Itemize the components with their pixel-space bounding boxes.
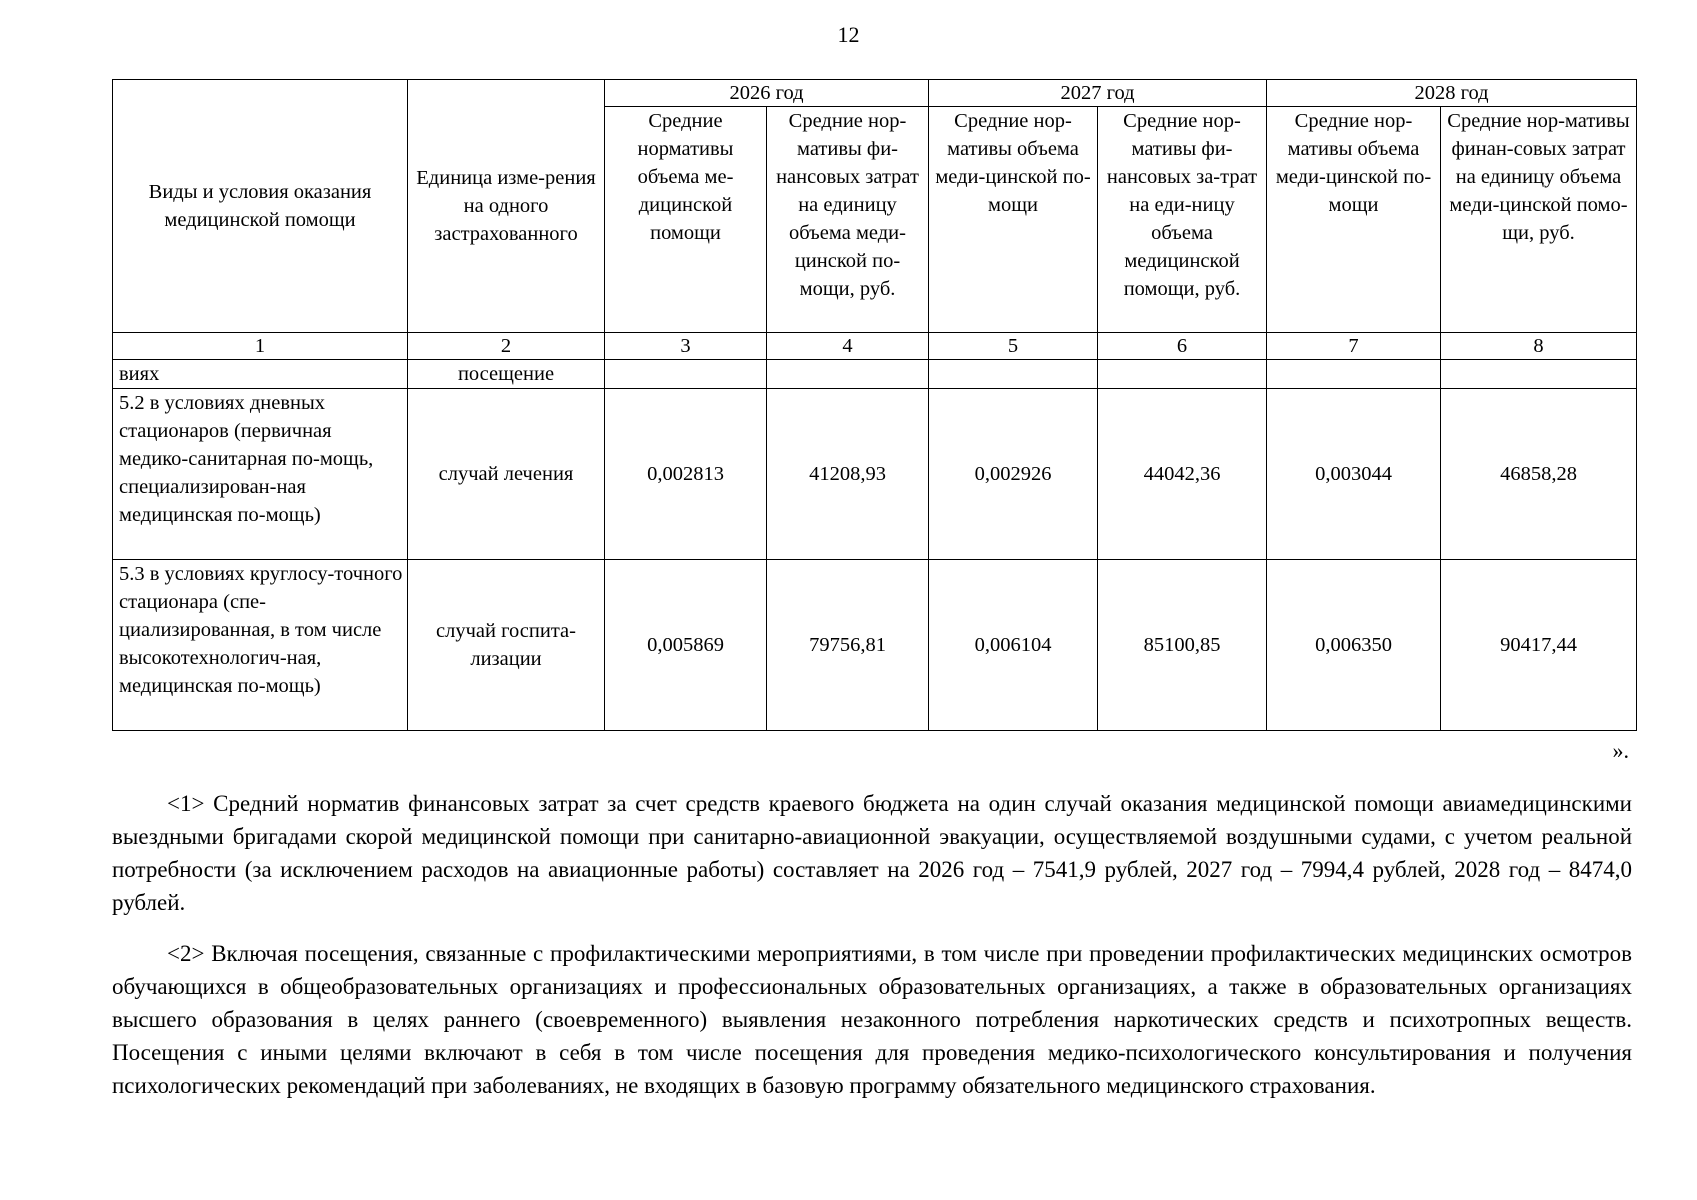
header-year-2027: 2027 год [929, 80, 1267, 107]
header-cost-2028: Средние нор-мативы финан-совых затрат на единицу объема меди-цинской помо-щи, руб. [1441, 107, 1637, 333]
footnotes [112, 787, 1632, 1120]
care-type-cell: виях [113, 360, 408, 389]
value-cell: 90417,44 [1441, 560, 1637, 731]
value-cell [1441, 360, 1637, 389]
value-cell [767, 360, 929, 389]
page-number: 12 [837, 22, 860, 47]
header-volume-2027: Средние нор-мативы объема меди-цинской по-мощи [929, 107, 1098, 333]
header-cost-2026: Средние нор-мативы фи-нансовых затрат на единицу объема меди-цинской по-мощи, руб. [767, 107, 929, 333]
column-number: 6 [1098, 333, 1267, 360]
column-number: 5 [929, 333, 1098, 360]
column-number: 2 [408, 333, 605, 360]
value-cell [929, 360, 1098, 389]
footnote-2: <2> Включая посещения, связанные с профилактическими мероприятиями, в том числе при проведении профилактических медицинских осмотров обучающихся в общеобразовательных организациях и профессиональных образовательных организациях, а также в образовательных организациях высшего образования в целях раннего (своевременного) выявления незаконного потребления наркотических средств и психотропных веществ. Посещения с иными целями включают в себя в том числе посещения для проведения медико-психологического консультирования и получения психологических рекомендаций при заболеваниях, не входящих в базовую программу обязательного медицинского страхования. [112, 941, 1632, 1098]
value-cell [605, 360, 767, 389]
header-volume-2026: Средние нормативы объема ме-дицинской помощи [605, 107, 767, 333]
column-number: 3 [605, 333, 767, 360]
value-cell: 44042,36 [1098, 389, 1267, 560]
table-row [113, 560, 1637, 731]
header-unit: Единица изме-рения на одного застрахованного [408, 80, 605, 333]
header-volume-2028: Средние нор-мативы объема меди-цинской по-мощи [1267, 107, 1441, 333]
header-year-2026: 2026 год [605, 80, 929, 107]
value-cell: 0,003044 [1267, 389, 1441, 560]
care-type-cell: 5.2 в условиях дневных стационаров (первичная медико-санитарная по-мощь, специализирован-ная медицинская по-мощь) [113, 389, 408, 560]
value-cell: 46858,28 [1441, 389, 1637, 560]
value-cell: 0,005869 [605, 560, 767, 731]
value-cell: 85100,85 [1098, 560, 1267, 731]
value-cell: 0,006104 [929, 560, 1098, 731]
value-cell: 0,002813 [605, 389, 767, 560]
header-cost-2027: Средние нор-мативы фи-нансовых за-трат на еди-ницу объема медицинской помощи, руб. [1098, 107, 1267, 333]
value-cell: 79756,81 [767, 560, 929, 731]
unit-cell: посещение [408, 360, 605, 389]
header-care-types: Виды и условия оказания медицинской помощи [113, 80, 408, 333]
unit-cell: случай госпита-лизации [408, 560, 605, 731]
header-year-2028: 2028 год [1267, 80, 1637, 107]
column-number: 7 [1267, 333, 1441, 360]
column-number: 4 [767, 333, 929, 360]
table-row [113, 389, 1637, 560]
norms-table [112, 79, 1637, 731]
unit-cell: случай лечения [408, 389, 605, 560]
column-number: 8 [1441, 333, 1637, 360]
footnote-1: <1> Средний норматив финансовых затрат за счет средств краевого бюджета на один случай оказания медицинской помощи авиамедицинскими выездными бригадами скорой медицинской помощи при санитарно-авиационной эвакуации, осуществляемой воздушными судами, с учетом реальной потребности (за исключением расходов на авиационные работы) составляет на 2026 год – 7541,9 рублей, 2027 год – 7994,4 рублей, 2028 год – 8474,0 рублей. [112, 791, 1632, 915]
value-cell: 0,006350 [1267, 560, 1441, 731]
value-cell [1267, 360, 1441, 389]
value-cell: 0,002926 [929, 389, 1098, 560]
closing-quote: ». [1612, 738, 1629, 763]
value-cell [1098, 360, 1267, 389]
value-cell: 41208,93 [767, 389, 929, 560]
table-row [113, 360, 1637, 389]
column-number: 1 [113, 333, 408, 360]
care-type-cell: 5.3 в условиях круглосу-точного стационара (спе-циализированная, в том числе высокотехнологич-ная, медицинская по-мощь) [113, 560, 408, 731]
